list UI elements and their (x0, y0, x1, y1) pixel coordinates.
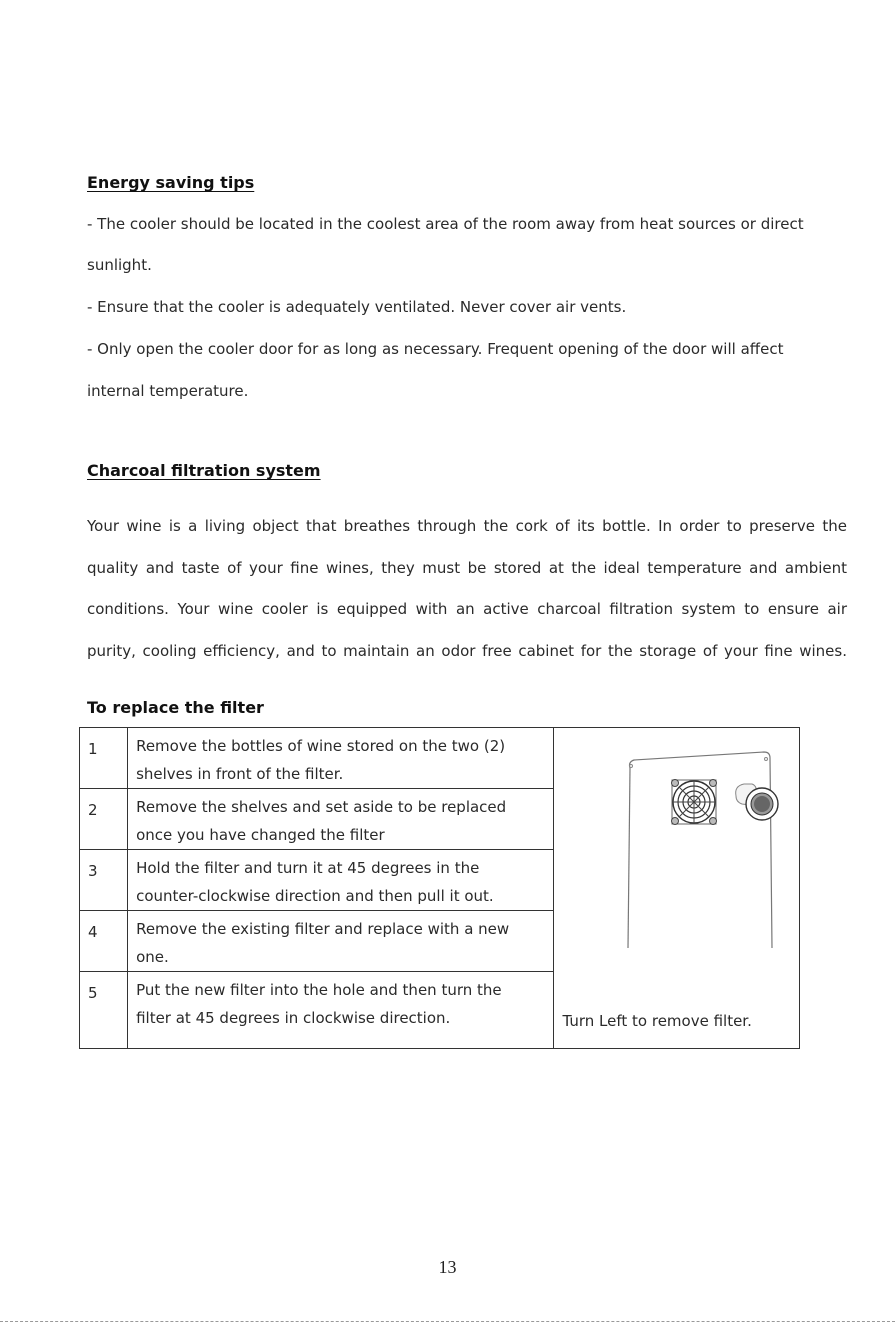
charcoal-filter-icon (736, 784, 778, 820)
replace-filter-heading: To replace the filter (87, 698, 264, 717)
filter-illustration (624, 740, 799, 950)
step-text (128, 789, 554, 850)
page-number: 13 (438, 1257, 457, 1277)
step-text (128, 911, 554, 972)
step-number: 4 (80, 911, 128, 972)
page-bottom-rule (0, 1321, 895, 1322)
step-text-line: Remove the bottles of wine stored on the two (2) (136, 737, 506, 755)
replace-filter-table (79, 727, 800, 1049)
step-text-line: once you have changed the filter (136, 826, 385, 844)
step-text-line: counter-clockwise direction and then pull it out. (136, 887, 494, 905)
filter-illustration-caption: Turn Left to remove filter. (562, 1012, 752, 1030)
step-text (128, 850, 554, 911)
fan-icon (672, 780, 717, 825)
step-text-line: one. (136, 948, 169, 966)
energy-tip-line: - The cooler should be located in the coolest area of the room away from heat sources or direct (87, 215, 804, 233)
energy-tip-line: - Only open the cooler door for as long as necessary. Frequent opening of the door will affect (87, 340, 784, 358)
charcoal-paragraph-line: Your wine is a living object that breathes through the cork of its bottle. In order to preserve the (87, 517, 847, 535)
charcoal-paragraph-line: quality and taste of your fine wines, they must be stored at the ideal temperature and ambient (87, 559, 847, 577)
step-number: 5 (80, 972, 128, 1049)
step-text-line: Remove the shelves and set aside to be replaced (136, 798, 507, 816)
step-text-line: shelves in front of the filter. (136, 765, 344, 783)
step-text-line: Put the new filter into the hole and then turn the (136, 981, 502, 999)
energy-saving-heading: Energy saving tips (87, 173, 255, 192)
step-text (128, 972, 554, 1049)
step-text (128, 728, 554, 789)
charcoal-heading: Charcoal filtration system (87, 461, 321, 480)
step-number: 3 (80, 850, 128, 911)
filter-illustration-cell (554, 728, 800, 1049)
charcoal-paragraph-line: purity, cooling efficiency, and to maintain an odor free cabinet for the storage of your fine wines. (87, 642, 847, 660)
step-number: 1 (80, 728, 128, 789)
energy-tip-line: - Ensure that the cooler is adequately ventilated. Never cover air vents. (87, 298, 627, 316)
step-number: 2 (80, 789, 128, 850)
step-text-line: filter at 45 degrees in clockwise direction. (136, 1009, 451, 1027)
step-text-line: Hold the filter and turn it at 45 degrees in the (136, 859, 480, 877)
table-row (80, 728, 800, 789)
step-text-line: Remove the existing filter and replace with a new (136, 920, 510, 938)
charcoal-paragraph-line: conditions. Your wine cooler is equipped with an active charcoal filtration system to ensure air (87, 600, 847, 618)
energy-tip-line: internal temperature. (87, 382, 249, 400)
energy-tip-line: sunlight. (87, 256, 152, 274)
